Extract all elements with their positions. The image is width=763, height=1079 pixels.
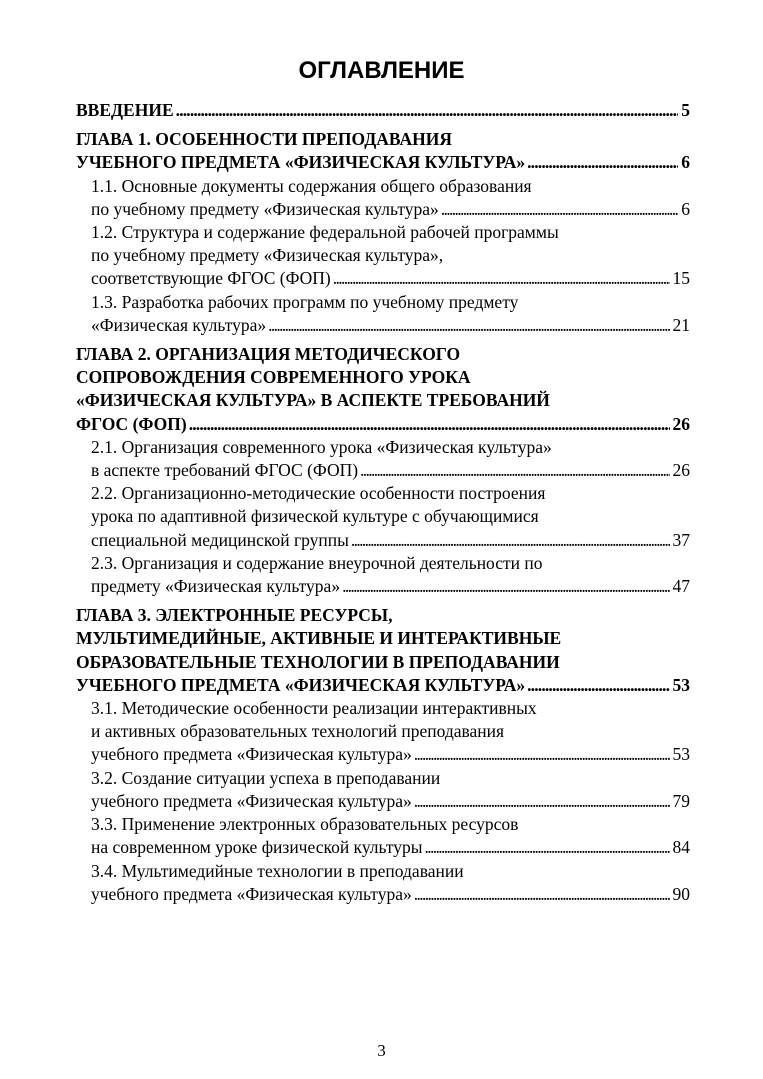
toc-entry-text: учебного предмета «Физическая культура»: [91, 790, 412, 811]
toc-entry-text: 2.2. Организационно-методические особенности построения: [91, 483, 546, 504]
toc-entry-text: «Физическая культура»: [91, 314, 267, 335]
toc-entry-text: 1.1. Основные документы содержания общего образования: [91, 175, 532, 196]
toc-entry-text: УЧЕБНОГО ПРЕДМЕТА «ФИЗИЧЕСКАЯ КУЛЬТУРА»: [76, 674, 526, 695]
toc-page-number: 84: [672, 837, 690, 858]
toc-entry-text: ГЛАВА 1. ОСОБЕННОСТИ ПРЕПОДАВАНИЯ: [76, 129, 452, 150]
toc-entry-text: по учебному предмету «Физическая культура»,: [91, 245, 444, 266]
toc-entry-text: учебного предмета «Физическая культура»: [91, 883, 412, 904]
toc-page-number: 47: [672, 576, 690, 597]
toc-entry-text: предмету «Физическая культура»: [91, 576, 341, 597]
toc-entry-text: МУЛЬТИМЕДИЙНЫЕ, АКТИВНЫЕ И ИНТЕРАКТИВНЫЕ: [76, 628, 562, 649]
toc-page-number: 90: [672, 883, 690, 904]
toc-entry-section-2-1[interactable]: [76, 436, 690, 482]
toc-entry-section-1-1[interactable]: [76, 175, 690, 221]
toc-entry-text: 3.1. Методические особенности реализации интерактивных: [91, 698, 537, 719]
toc-entry-text: на современном уроке физической культуры: [91, 837, 423, 858]
toc-page-number: 6: [681, 152, 690, 173]
dot-leader: [414, 743, 670, 766]
toc-entry-text: по учебному предмету «Физическая культура»: [91, 198, 439, 219]
dot-leader: [360, 459, 669, 482]
toc-entry-text: специальной медицинской группы: [91, 529, 349, 550]
page-title: ОГЛАВЛЕНИЕ: [298, 57, 465, 84]
toc-page-number: 37: [672, 529, 690, 550]
toc-page-number: 6: [681, 198, 690, 219]
toc-entry-text: 2.1. Организация современного урока «Физическая культура»: [91, 436, 552, 457]
dot-leader: [414, 883, 670, 906]
toc-entry-text: в аспекте требований ФГОС (ФОП): [91, 460, 359, 481]
dot-leader: [189, 413, 670, 436]
toc-entry-text: 3.2. Создание ситуации успеха в преподавании: [91, 767, 441, 788]
toc-entry-section-3-4[interactable]: [76, 860, 690, 906]
toc-entry-chapter-3[interactable]: [76, 604, 690, 697]
toc-entry-chapter-2[interactable]: [76, 343, 690, 436]
toc-page-number: 26: [672, 460, 690, 481]
dot-leader: [527, 674, 669, 697]
toc-entry-text: и активных образовательных технологий преподавания: [91, 721, 505, 742]
toc-page-number: 79: [672, 790, 690, 811]
toc-entry-introduction[interactable]: [76, 99, 690, 122]
toc-entry-section-3-3[interactable]: [76, 813, 690, 859]
dot-leader: [441, 198, 678, 221]
toc-page-number: 53: [672, 674, 690, 695]
toc-entry-chapter-1[interactable]: [76, 128, 690, 174]
toc-entry-text: учебного предмета «Физическая культура»: [91, 744, 412, 765]
toc-entry-text: СОПРОВОЖДЕНИЯ СОВРЕМЕННОГО УРОКА: [76, 367, 471, 388]
toc-entry-text: ВВЕДЕНИЕ: [76, 100, 174, 120]
toc-entry-section-1-3[interactable]: [76, 291, 690, 337]
toc-entry-text: соответствующие ФГОС (ФОП): [91, 268, 331, 289]
page-number: 3: [377, 1041, 386, 1060]
dot-leader: [176, 99, 679, 122]
toc-entry-text: ОБРАЗОВАТЕЛЬНЫЕ ТЕХНОЛОГИИ В ПРЕПОДАВАНИИ: [76, 651, 560, 672]
dot-leader: [342, 575, 669, 598]
toc-entry-text: ГЛАВА 3. ЭЛЕКТРОННЫЕ РЕСУРСЫ,: [76, 605, 393, 626]
toc-entry-section-2-2[interactable]: [76, 482, 690, 552]
dot-leader: [333, 267, 670, 290]
toc-entry-section-2-3[interactable]: [76, 552, 690, 598]
toc-entry-text: УЧЕБНОГО ПРЕДМЕТА «ФИЗИЧЕСКАЯ КУЛЬТУРА»: [76, 152, 526, 173]
dot-leader: [527, 151, 678, 174]
dot-leader: [351, 529, 670, 552]
dot-leader: [268, 314, 669, 337]
toc-entry-section-3-1[interactable]: [76, 697, 690, 767]
toc-page-number: 26: [672, 413, 690, 434]
toc-entry-text: 3.3. Применение электронных образовательных ресурсов: [91, 814, 519, 835]
toc-entry-text: ФГОС (ФОП): [76, 413, 187, 434]
toc-page-number: 53: [672, 744, 690, 765]
toc-page-number: 15: [672, 268, 690, 289]
toc-page-number: 21: [672, 314, 690, 335]
dot-leader: [414, 790, 670, 813]
toc-entry-section-1-2[interactable]: [76, 221, 690, 291]
toc-entry-text: 3.4. Мультимедийные технологии в преподавании: [91, 860, 464, 881]
toc-entry-text: 1.3. Разработка рабочих программ по учебному предмету: [91, 291, 519, 312]
toc-entry-text: урока по адаптивной физической культуре с обучающимися: [91, 506, 539, 527]
toc-entry-text: «ФИЗИЧЕСКАЯ КУЛЬТУРА» В АСПЕКТЕ ТРЕБОВАНИЙ: [76, 390, 550, 411]
toc-entry-text: 2.3. Организация и содержание внеурочной деятельности по: [91, 552, 543, 573]
toc-page-number: 5: [681, 100, 690, 120]
toc-entry-text: 1.2. Структура и содержание федеральной рабочей программы: [91, 222, 559, 243]
table-of-contents: [76, 99, 690, 906]
toc-entry-text: ГЛАВА 2. ОРГАНИЗАЦИЯ МЕТОДИЧЕСКОГО: [76, 344, 461, 365]
toc-entry-section-3-2[interactable]: [76, 767, 690, 813]
dot-leader: [425, 836, 670, 859]
